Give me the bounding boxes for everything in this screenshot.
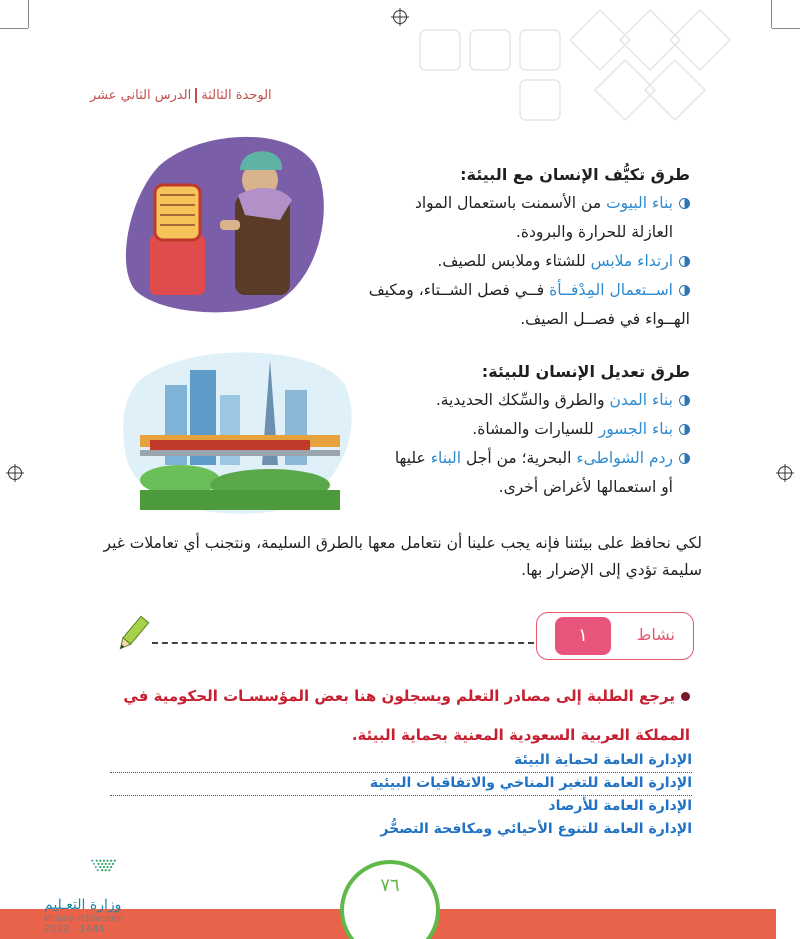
- bullet-icon: [679, 395, 690, 406]
- header-divider: [195, 88, 197, 103]
- activity-instruction: [352, 726, 690, 744]
- activity-label: نشاط: [636, 625, 675, 644]
- crop-mark: [772, 28, 800, 29]
- list-item-continuation: الهــواء في فصــل الصيف.: [520, 310, 690, 328]
- heater-illustration: [120, 125, 335, 315]
- pencil-icon: [112, 612, 156, 656]
- ministry-name-en: Ministry of Education: [44, 914, 124, 923]
- page-number-circle: [340, 860, 440, 939]
- edition-year: 2022 - 1444: [44, 924, 105, 935]
- activity-badge: [536, 612, 694, 660]
- item-text: عليها: [394, 449, 431, 467]
- section-title: طرق تكيُّف الإنسان مع البيئة:: [460, 165, 690, 184]
- list-item: [395, 415, 690, 444]
- registration-mark-icon: [393, 10, 407, 24]
- dashed-divider: [152, 642, 534, 644]
- item-text: البحرية؛ من أجل: [461, 449, 577, 467]
- bullet-icon: [679, 285, 690, 296]
- highlight-term: ردم الشواطىء: [576, 449, 673, 467]
- list-item: [369, 189, 690, 218]
- highlight-term: بناء المدن: [609, 391, 673, 409]
- activity-instruction: [123, 687, 690, 705]
- highlight-term: بناء البيوت: [606, 194, 673, 212]
- bullet-icon: [679, 198, 690, 209]
- highlight-term: اســتعمال المِدْفــأة: [549, 281, 673, 299]
- bullet-icon: [679, 453, 690, 464]
- crop-mark: [771, 0, 772, 28]
- answer-line: الإدارة العامة للتغير المناخي والاتفاقيات البيئية: [110, 773, 692, 796]
- ministry-logo-icon: [44, 858, 154, 894]
- list-item: [395, 386, 690, 415]
- crop-mark: [28, 0, 29, 28]
- item-text: من الأسمنت باستعمال المواد: [414, 194, 607, 212]
- answer-lines: [110, 750, 692, 842]
- bullet-icon: [681, 692, 690, 701]
- lesson-header: [90, 88, 272, 103]
- item-text: للشتاء وملابس للصيف.: [437, 252, 591, 270]
- page-number: ٧٦: [380, 875, 400, 896]
- registration-mark-icon: [8, 466, 22, 480]
- item-text: والطرق والسِّكك الحديدية.: [435, 391, 610, 409]
- highlight-term: البناء: [430, 449, 462, 467]
- item-text: للسيارات والمشاة.: [472, 420, 599, 438]
- summary-paragraph: لكي نحافظ على بيئتنا فإنه يجب علينا أن نتعامل معها بالطرق السليمة، ونتجنب أي تعاملات غير سليمة تؤدي إلى الإضرار بها.: [103, 534, 702, 579]
- crop-mark: [0, 28, 28, 29]
- instruction-line: المملكة العربية السعودية المعنية بحماية البيئة.: [351, 726, 690, 744]
- item-text: فــي فصل الشــتاء، ومكيف: [368, 281, 550, 299]
- list-item: [369, 247, 690, 276]
- highlight-term: ارتداء ملابس: [590, 252, 673, 270]
- highlight-term: بناء الجسور: [598, 420, 673, 438]
- answer-line: الإدارة العامة للأرصاد: [548, 798, 692, 814]
- list-item-continuation: أو استعمالها لأغراض أخرى.: [498, 478, 673, 496]
- bullet-icon: [679, 256, 690, 267]
- modification-section: [395, 357, 690, 502]
- lesson-label: الدرس الثاني عشر: [90, 88, 192, 103]
- instruction-line: يرجع الطلبة إلى مصادر التعلم ويسجلون هنا بعض المؤسسـات الحكومية في: [123, 687, 675, 705]
- activity-header: [112, 612, 694, 664]
- unit-label: الوحدة الثالثة: [201, 88, 272, 103]
- adaptation-section: [369, 160, 690, 334]
- list-item: [395, 444, 690, 473]
- registration-mark-icon: [778, 466, 792, 480]
- section-title: طرق تعديل الإنسان للبيئة:: [481, 362, 690, 381]
- activity-number: ١: [555, 617, 611, 655]
- city-illustration: [120, 340, 355, 515]
- list-item: [369, 276, 690, 305]
- answer-line: الإدارة العامة للتنوع الأحيائي ومكافحة التصحُّر: [380, 821, 692, 837]
- ministry-name-ar: وزارة التعـليم: [44, 897, 122, 913]
- decorative-pattern: [410, 0, 740, 130]
- answer-line: الإدارة العامة لحماية البيئة: [110, 750, 692, 773]
- bullet-icon: [679, 424, 690, 435]
- list-item-continuation: العازلة للحرارة والبرودة.: [515, 223, 673, 241]
